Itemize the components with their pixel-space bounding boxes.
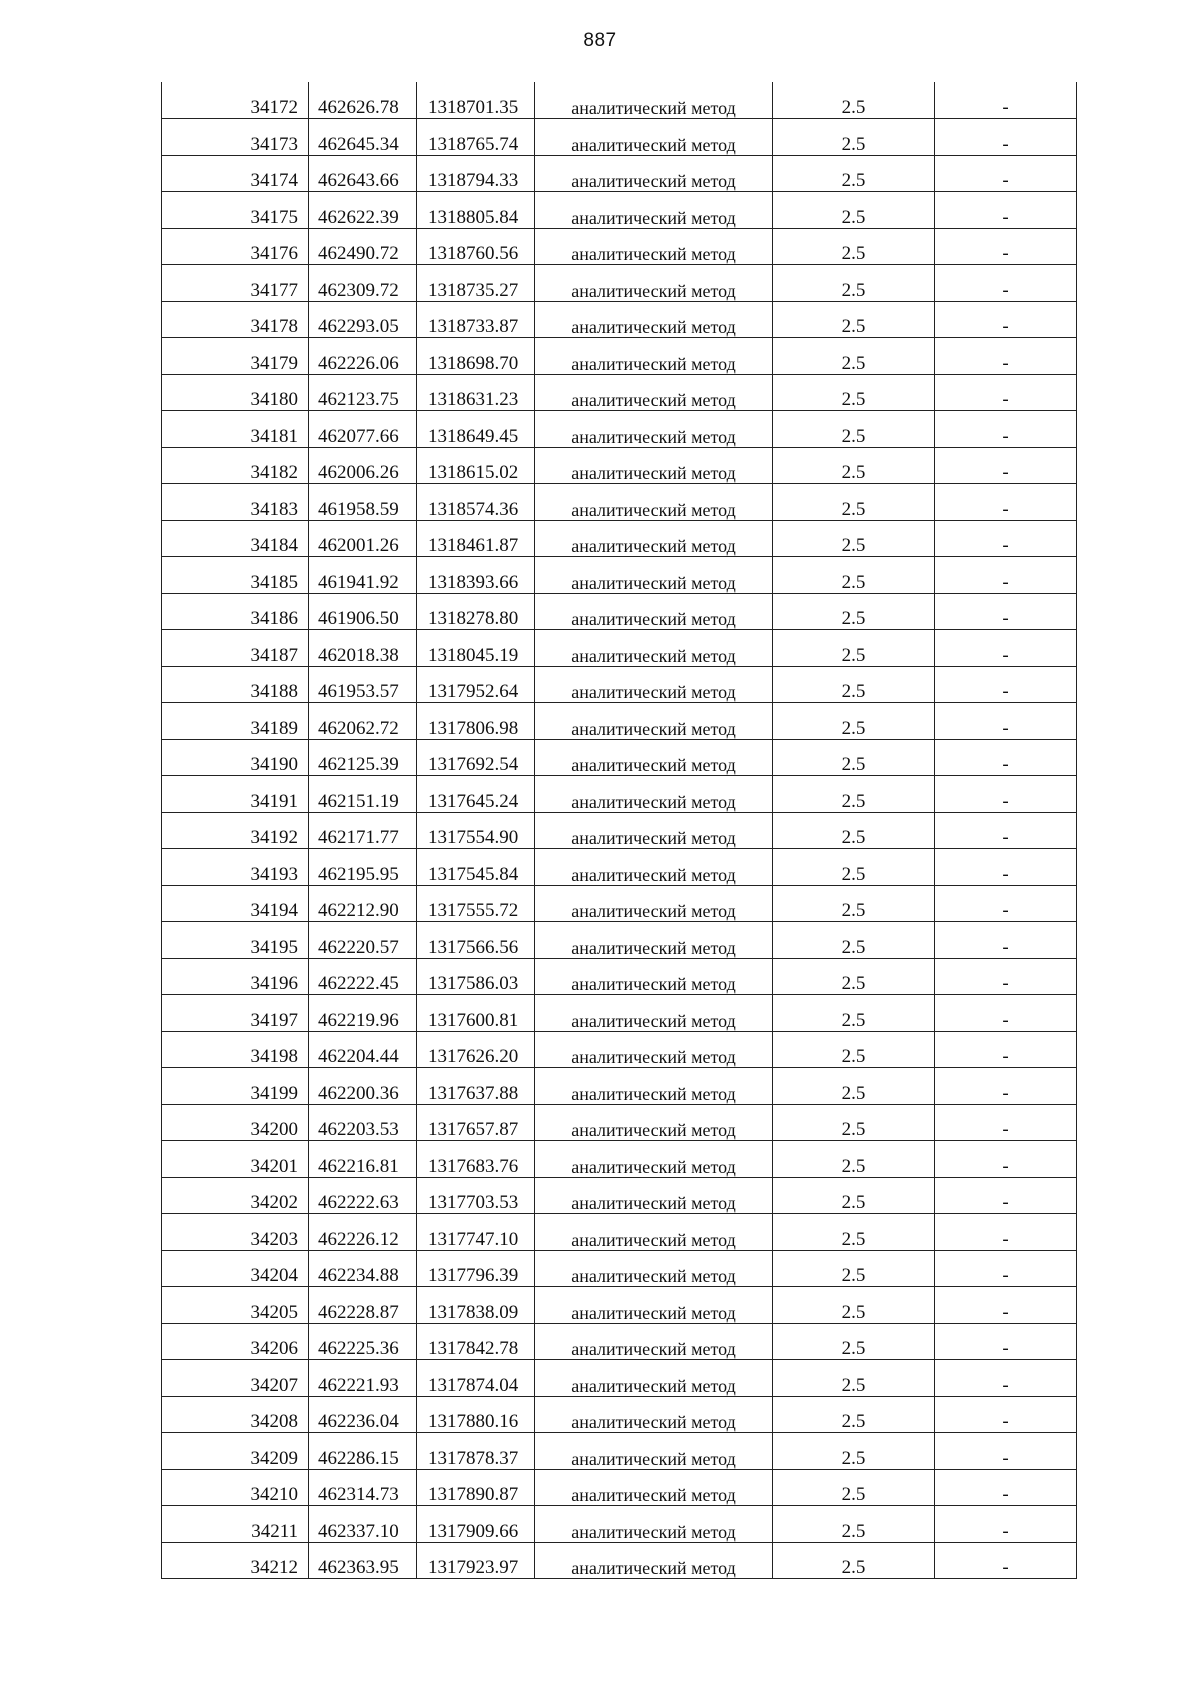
y-coordinate-cell: 1318615.02: [417, 447, 535, 484]
point-number-cell: 34181: [162, 411, 309, 448]
x-coordinate-cell: 461941.92: [309, 557, 417, 594]
point-number-cell: 34172: [162, 82, 309, 119]
note-cell: -: [935, 1068, 1077, 1105]
note-cell: -: [935, 812, 1077, 849]
method-cell: аналитический метод: [535, 1469, 773, 1506]
table-row: [162, 1396, 1077, 1433]
method-cell: аналитический метод: [535, 666, 773, 703]
table-row: [162, 1177, 1077, 1214]
method-cell: аналитический метод: [535, 1031, 773, 1068]
note-cell: -: [935, 593, 1077, 630]
method-cell: аналитический метод: [535, 1287, 773, 1324]
method-cell: аналитический метод: [535, 1360, 773, 1397]
method-cell: аналитический метод: [535, 922, 773, 959]
x-coordinate-cell: 462226.12: [309, 1214, 417, 1251]
table-row: [162, 593, 1077, 630]
y-coordinate-cell: 1317657.87: [417, 1104, 535, 1141]
note-cell: -: [935, 739, 1077, 776]
point-number-cell: 34199: [162, 1068, 309, 1105]
accuracy-cell: 2.5: [773, 1396, 935, 1433]
y-coordinate-cell: 1318794.33: [417, 155, 535, 192]
table-row: [162, 812, 1077, 849]
method-cell: аналитический метод: [535, 1542, 773, 1579]
method-cell: аналитический метод: [535, 265, 773, 302]
note-cell: -: [935, 1506, 1077, 1543]
y-coordinate-cell: 1318733.87: [417, 301, 535, 338]
accuracy-cell: 2.5: [773, 995, 935, 1032]
x-coordinate-cell: 462125.39: [309, 739, 417, 776]
accuracy-cell: 2.5: [773, 1287, 935, 1324]
point-number-cell: 34201: [162, 1141, 309, 1178]
y-coordinate-cell: 1317838.09: [417, 1287, 535, 1324]
x-coordinate-cell: 462123.75: [309, 374, 417, 411]
table-row: [162, 1068, 1077, 1105]
x-coordinate-cell: 462216.81: [309, 1141, 417, 1178]
x-coordinate-cell: 462309.72: [309, 265, 417, 302]
note-cell: -: [935, 484, 1077, 521]
table-row: [162, 922, 1077, 959]
table-body: [162, 82, 1077, 1579]
accuracy-cell: 2.5: [773, 411, 935, 448]
note-cell: -: [935, 1469, 1077, 1506]
table-row: [162, 849, 1077, 886]
method-cell: аналитический метод: [535, 1068, 773, 1105]
method-cell: аналитический метод: [535, 1250, 773, 1287]
x-coordinate-cell: 461958.59: [309, 484, 417, 521]
point-number-cell: 34191: [162, 776, 309, 813]
note-cell: -: [935, 520, 1077, 557]
x-coordinate-cell: 462228.87: [309, 1287, 417, 1324]
method-cell: аналитический метод: [535, 520, 773, 557]
y-coordinate-cell: 1317952.64: [417, 666, 535, 703]
point-number-cell: 34175: [162, 192, 309, 229]
accuracy-cell: 2.5: [773, 374, 935, 411]
y-coordinate-cell: 1317842.78: [417, 1323, 535, 1360]
point-number-cell: 34205: [162, 1287, 309, 1324]
x-coordinate-cell: 462626.78: [309, 82, 417, 119]
point-number-cell: 34204: [162, 1250, 309, 1287]
method-cell: аналитический метод: [535, 593, 773, 630]
x-coordinate-cell: 462337.10: [309, 1506, 417, 1543]
y-coordinate-cell: 1317923.97: [417, 1542, 535, 1579]
y-coordinate-cell: 1318461.87: [417, 520, 535, 557]
accuracy-cell: 2.5: [773, 1506, 935, 1543]
note-cell: -: [935, 958, 1077, 995]
table-row: [162, 411, 1077, 448]
y-coordinate-cell: 1317909.66: [417, 1506, 535, 1543]
point-number-cell: 34174: [162, 155, 309, 192]
y-coordinate-cell: 1317637.88: [417, 1068, 535, 1105]
accuracy-cell: 2.5: [773, 557, 935, 594]
note-cell: -: [935, 630, 1077, 667]
method-cell: аналитический метод: [535, 374, 773, 411]
note-cell: -: [935, 703, 1077, 740]
method-cell: аналитический метод: [535, 155, 773, 192]
table-row: [162, 1542, 1077, 1579]
table-row: [162, 666, 1077, 703]
table-row: [162, 1031, 1077, 1068]
x-coordinate-cell: 462018.38: [309, 630, 417, 667]
point-number-cell: 34186: [162, 593, 309, 630]
note-cell: -: [935, 1104, 1077, 1141]
x-coordinate-cell: 462212.90: [309, 885, 417, 922]
accuracy-cell: 2.5: [773, 958, 935, 995]
x-coordinate-cell: 461906.50: [309, 593, 417, 630]
method-cell: аналитический метод: [535, 192, 773, 229]
point-number-cell: 34193: [162, 849, 309, 886]
accuracy-cell: 2.5: [773, 1104, 935, 1141]
x-coordinate-cell: 462006.26: [309, 447, 417, 484]
point-number-cell: 34194: [162, 885, 309, 922]
method-cell: аналитический метод: [535, 703, 773, 740]
point-number-cell: 34180: [162, 374, 309, 411]
table-row: [162, 1433, 1077, 1470]
note-cell: -: [935, 374, 1077, 411]
point-number-cell: 34206: [162, 1323, 309, 1360]
point-number-cell: 34196: [162, 958, 309, 995]
point-number-cell: 34203: [162, 1214, 309, 1251]
method-cell: аналитический метод: [535, 1214, 773, 1251]
y-coordinate-cell: 1317566.56: [417, 922, 535, 959]
note-cell: -: [935, 265, 1077, 302]
point-number-cell: 34190: [162, 739, 309, 776]
y-coordinate-cell: 1318805.84: [417, 192, 535, 229]
table-row: [162, 1214, 1077, 1251]
point-number-cell: 34210: [162, 1469, 309, 1506]
point-number-cell: 34177: [162, 265, 309, 302]
method-cell: аналитический метод: [535, 1396, 773, 1433]
note-cell: -: [935, 338, 1077, 375]
x-coordinate-cell: 462204.44: [309, 1031, 417, 1068]
method-cell: аналитический метод: [535, 557, 773, 594]
table-row: [162, 1250, 1077, 1287]
y-coordinate-cell: 1317586.03: [417, 958, 535, 995]
y-coordinate-cell: 1318698.70: [417, 338, 535, 375]
y-coordinate-cell: 1317645.24: [417, 776, 535, 813]
method-cell: аналитический метод: [535, 484, 773, 521]
point-number-cell: 34212: [162, 1542, 309, 1579]
y-coordinate-cell: 1317600.81: [417, 995, 535, 1032]
point-number-cell: 34207: [162, 1360, 309, 1397]
note-cell: -: [935, 1287, 1077, 1324]
x-coordinate-cell: 462195.95: [309, 849, 417, 886]
note-cell: -: [935, 155, 1077, 192]
x-coordinate-cell: 462151.19: [309, 776, 417, 813]
x-coordinate-cell: 461953.57: [309, 666, 417, 703]
y-coordinate-cell: 1317747.10: [417, 1214, 535, 1251]
note-cell: -: [935, 885, 1077, 922]
y-coordinate-cell: 1318765.74: [417, 119, 535, 156]
x-coordinate-cell: 462221.93: [309, 1360, 417, 1397]
method-cell: аналитический метод: [535, 739, 773, 776]
method-cell: аналитический метод: [535, 1104, 773, 1141]
y-coordinate-cell: 1317874.04: [417, 1360, 535, 1397]
accuracy-cell: 2.5: [773, 1323, 935, 1360]
note-cell: -: [935, 1214, 1077, 1251]
method-cell: аналитический метод: [535, 119, 773, 156]
accuracy-cell: 2.5: [773, 812, 935, 849]
method-cell: аналитический метод: [535, 301, 773, 338]
y-coordinate-cell: 1317683.76: [417, 1141, 535, 1178]
accuracy-cell: 2.5: [773, 885, 935, 922]
accuracy-cell: 2.5: [773, 630, 935, 667]
method-cell: аналитический метод: [535, 411, 773, 448]
table-row: [162, 520, 1077, 557]
point-number-cell: 34211: [162, 1506, 309, 1543]
x-coordinate-cell: 462001.26: [309, 520, 417, 557]
accuracy-cell: 2.5: [773, 922, 935, 959]
accuracy-cell: 2.5: [773, 1360, 935, 1397]
table-row: [162, 484, 1077, 521]
x-coordinate-cell: 462643.66: [309, 155, 417, 192]
x-coordinate-cell: 462645.34: [309, 119, 417, 156]
method-cell: аналитический метод: [535, 1177, 773, 1214]
method-cell: аналитический метод: [535, 82, 773, 119]
accuracy-cell: 2.5: [773, 265, 935, 302]
x-coordinate-cell: 462222.63: [309, 1177, 417, 1214]
accuracy-cell: 2.5: [773, 1250, 935, 1287]
table-row: [162, 1360, 1077, 1397]
table-row: [162, 1141, 1077, 1178]
table-row: [162, 119, 1077, 156]
y-coordinate-cell: 1317806.98: [417, 703, 535, 740]
y-coordinate-cell: 1317545.84: [417, 849, 535, 886]
point-number-cell: 34202: [162, 1177, 309, 1214]
table-row: [162, 1323, 1077, 1360]
y-coordinate-cell: 1317878.37: [417, 1433, 535, 1470]
note-cell: -: [935, 1250, 1077, 1287]
y-coordinate-cell: 1318735.27: [417, 265, 535, 302]
accuracy-cell: 2.5: [773, 703, 935, 740]
table-row: [162, 1287, 1077, 1324]
point-number-cell: 34183: [162, 484, 309, 521]
accuracy-cell: 2.5: [773, 520, 935, 557]
x-coordinate-cell: 462225.36: [309, 1323, 417, 1360]
method-cell: аналитический метод: [535, 958, 773, 995]
note-cell: -: [935, 1323, 1077, 1360]
note-cell: -: [935, 849, 1077, 886]
table-row: [162, 557, 1077, 594]
table-row: [162, 1104, 1077, 1141]
method-cell: аналитический метод: [535, 812, 773, 849]
method-cell: аналитический метод: [535, 776, 773, 813]
point-number-cell: 34198: [162, 1031, 309, 1068]
table-row: [162, 374, 1077, 411]
accuracy-cell: 2.5: [773, 1214, 935, 1251]
accuracy-cell: 2.5: [773, 1542, 935, 1579]
note-cell: -: [935, 301, 1077, 338]
point-number-cell: 34209: [162, 1433, 309, 1470]
note-cell: -: [935, 1360, 1077, 1397]
method-cell: аналитический метод: [535, 1433, 773, 1470]
table-row: [162, 1506, 1077, 1543]
note-cell: -: [935, 1141, 1077, 1178]
x-coordinate-cell: 462219.96: [309, 995, 417, 1032]
coordinates-table: [161, 82, 1077, 1579]
table-row: [162, 739, 1077, 776]
point-number-cell: 34176: [162, 228, 309, 265]
y-coordinate-cell: 1318393.66: [417, 557, 535, 594]
method-cell: аналитический метод: [535, 885, 773, 922]
table-row: [162, 447, 1077, 484]
y-coordinate-cell: 1318045.19: [417, 630, 535, 667]
x-coordinate-cell: 462077.66: [309, 411, 417, 448]
x-coordinate-cell: 462363.95: [309, 1542, 417, 1579]
note-cell: -: [935, 1542, 1077, 1579]
method-cell: аналитический метод: [535, 1506, 773, 1543]
note-cell: -: [935, 119, 1077, 156]
y-coordinate-cell: 1317554.90: [417, 812, 535, 849]
table-row: [162, 192, 1077, 229]
x-coordinate-cell: 462293.05: [309, 301, 417, 338]
table-row: [162, 228, 1077, 265]
point-number-cell: 34187: [162, 630, 309, 667]
accuracy-cell: 2.5: [773, 593, 935, 630]
accuracy-cell: 2.5: [773, 301, 935, 338]
note-cell: -: [935, 228, 1077, 265]
table-row: [162, 301, 1077, 338]
accuracy-cell: 2.5: [773, 1068, 935, 1105]
point-number-cell: 34182: [162, 447, 309, 484]
x-coordinate-cell: 462286.15: [309, 1433, 417, 1470]
accuracy-cell: 2.5: [773, 849, 935, 886]
method-cell: аналитический метод: [535, 1323, 773, 1360]
accuracy-cell: 2.5: [773, 1031, 935, 1068]
note-cell: -: [935, 776, 1077, 813]
note-cell: -: [935, 447, 1077, 484]
table-row: [162, 958, 1077, 995]
x-coordinate-cell: 462226.06: [309, 338, 417, 375]
x-coordinate-cell: 462236.04: [309, 1396, 417, 1433]
point-number-cell: 34188: [162, 666, 309, 703]
x-coordinate-cell: 462200.36: [309, 1068, 417, 1105]
accuracy-cell: 2.5: [773, 447, 935, 484]
accuracy-cell: 2.5: [773, 776, 935, 813]
table-row: [162, 995, 1077, 1032]
y-coordinate-cell: 1318278.80: [417, 593, 535, 630]
accuracy-cell: 2.5: [773, 228, 935, 265]
method-cell: аналитический метод: [535, 228, 773, 265]
table-row: [162, 82, 1077, 119]
table-row: [162, 338, 1077, 375]
point-number-cell: 34192: [162, 812, 309, 849]
x-coordinate-cell: 462314.73: [309, 1469, 417, 1506]
point-number-cell: 34179: [162, 338, 309, 375]
note-cell: -: [935, 666, 1077, 703]
accuracy-cell: 2.5: [773, 1141, 935, 1178]
table-row: [162, 703, 1077, 740]
method-cell: аналитический метод: [535, 1141, 773, 1178]
y-coordinate-cell: 1318574.36: [417, 484, 535, 521]
y-coordinate-cell: 1317890.87: [417, 1469, 535, 1506]
x-coordinate-cell: 462062.72: [309, 703, 417, 740]
point-number-cell: 34208: [162, 1396, 309, 1433]
point-number-cell: 34189: [162, 703, 309, 740]
note-cell: -: [935, 82, 1077, 119]
table-row: [162, 265, 1077, 302]
y-coordinate-cell: 1317796.39: [417, 1250, 535, 1287]
x-coordinate-cell: 462622.39: [309, 192, 417, 229]
y-coordinate-cell: 1318649.45: [417, 411, 535, 448]
note-cell: -: [935, 995, 1077, 1032]
note-cell: -: [935, 1433, 1077, 1470]
point-number-cell: 34200: [162, 1104, 309, 1141]
y-coordinate-cell: 1318631.23: [417, 374, 535, 411]
method-cell: аналитический метод: [535, 447, 773, 484]
y-coordinate-cell: 1317692.54: [417, 739, 535, 776]
accuracy-cell: 2.5: [773, 1433, 935, 1470]
method-cell: аналитический метод: [535, 849, 773, 886]
table-row: [162, 885, 1077, 922]
accuracy-cell: 2.5: [773, 484, 935, 521]
note-cell: -: [935, 192, 1077, 229]
note-cell: -: [935, 1031, 1077, 1068]
table-row: [162, 776, 1077, 813]
point-number-cell: 34173: [162, 119, 309, 156]
point-number-cell: 34195: [162, 922, 309, 959]
accuracy-cell: 2.5: [773, 666, 935, 703]
method-cell: аналитический метод: [535, 338, 773, 375]
method-cell: аналитический метод: [535, 995, 773, 1032]
y-coordinate-cell: 1317880.16: [417, 1396, 535, 1433]
note-cell: -: [935, 922, 1077, 959]
table-row: [162, 155, 1077, 192]
x-coordinate-cell: 462220.57: [309, 922, 417, 959]
x-coordinate-cell: 462203.53: [309, 1104, 417, 1141]
accuracy-cell: 2.5: [773, 739, 935, 776]
accuracy-cell: 2.5: [773, 155, 935, 192]
point-number-cell: 34178: [162, 301, 309, 338]
table-row: [162, 1469, 1077, 1506]
table-row: [162, 630, 1077, 667]
point-number-cell: 34185: [162, 557, 309, 594]
point-number-cell: 34184: [162, 520, 309, 557]
method-cell: аналитический метод: [535, 630, 773, 667]
y-coordinate-cell: 1317703.53: [417, 1177, 535, 1214]
accuracy-cell: 2.5: [773, 1177, 935, 1214]
page-number: 887: [583, 30, 617, 51]
note-cell: -: [935, 411, 1077, 448]
note-cell: -: [935, 557, 1077, 594]
point-number-cell: 34197: [162, 995, 309, 1032]
y-coordinate-cell: 1318760.56: [417, 228, 535, 265]
x-coordinate-cell: 462222.45: [309, 958, 417, 995]
accuracy-cell: 2.5: [773, 119, 935, 156]
accuracy-cell: 2.5: [773, 1469, 935, 1506]
accuracy-cell: 2.5: [773, 192, 935, 229]
accuracy-cell: 2.5: [773, 82, 935, 119]
x-coordinate-cell: 462171.77: [309, 812, 417, 849]
y-coordinate-cell: 1317555.72: [417, 885, 535, 922]
note-cell: -: [935, 1177, 1077, 1214]
accuracy-cell: 2.5: [773, 338, 935, 375]
x-coordinate-cell: 462234.88: [309, 1250, 417, 1287]
y-coordinate-cell: 1318701.35: [417, 82, 535, 119]
note-cell: -: [935, 1396, 1077, 1433]
y-coordinate-cell: 1317626.20: [417, 1031, 535, 1068]
x-coordinate-cell: 462490.72: [309, 228, 417, 265]
